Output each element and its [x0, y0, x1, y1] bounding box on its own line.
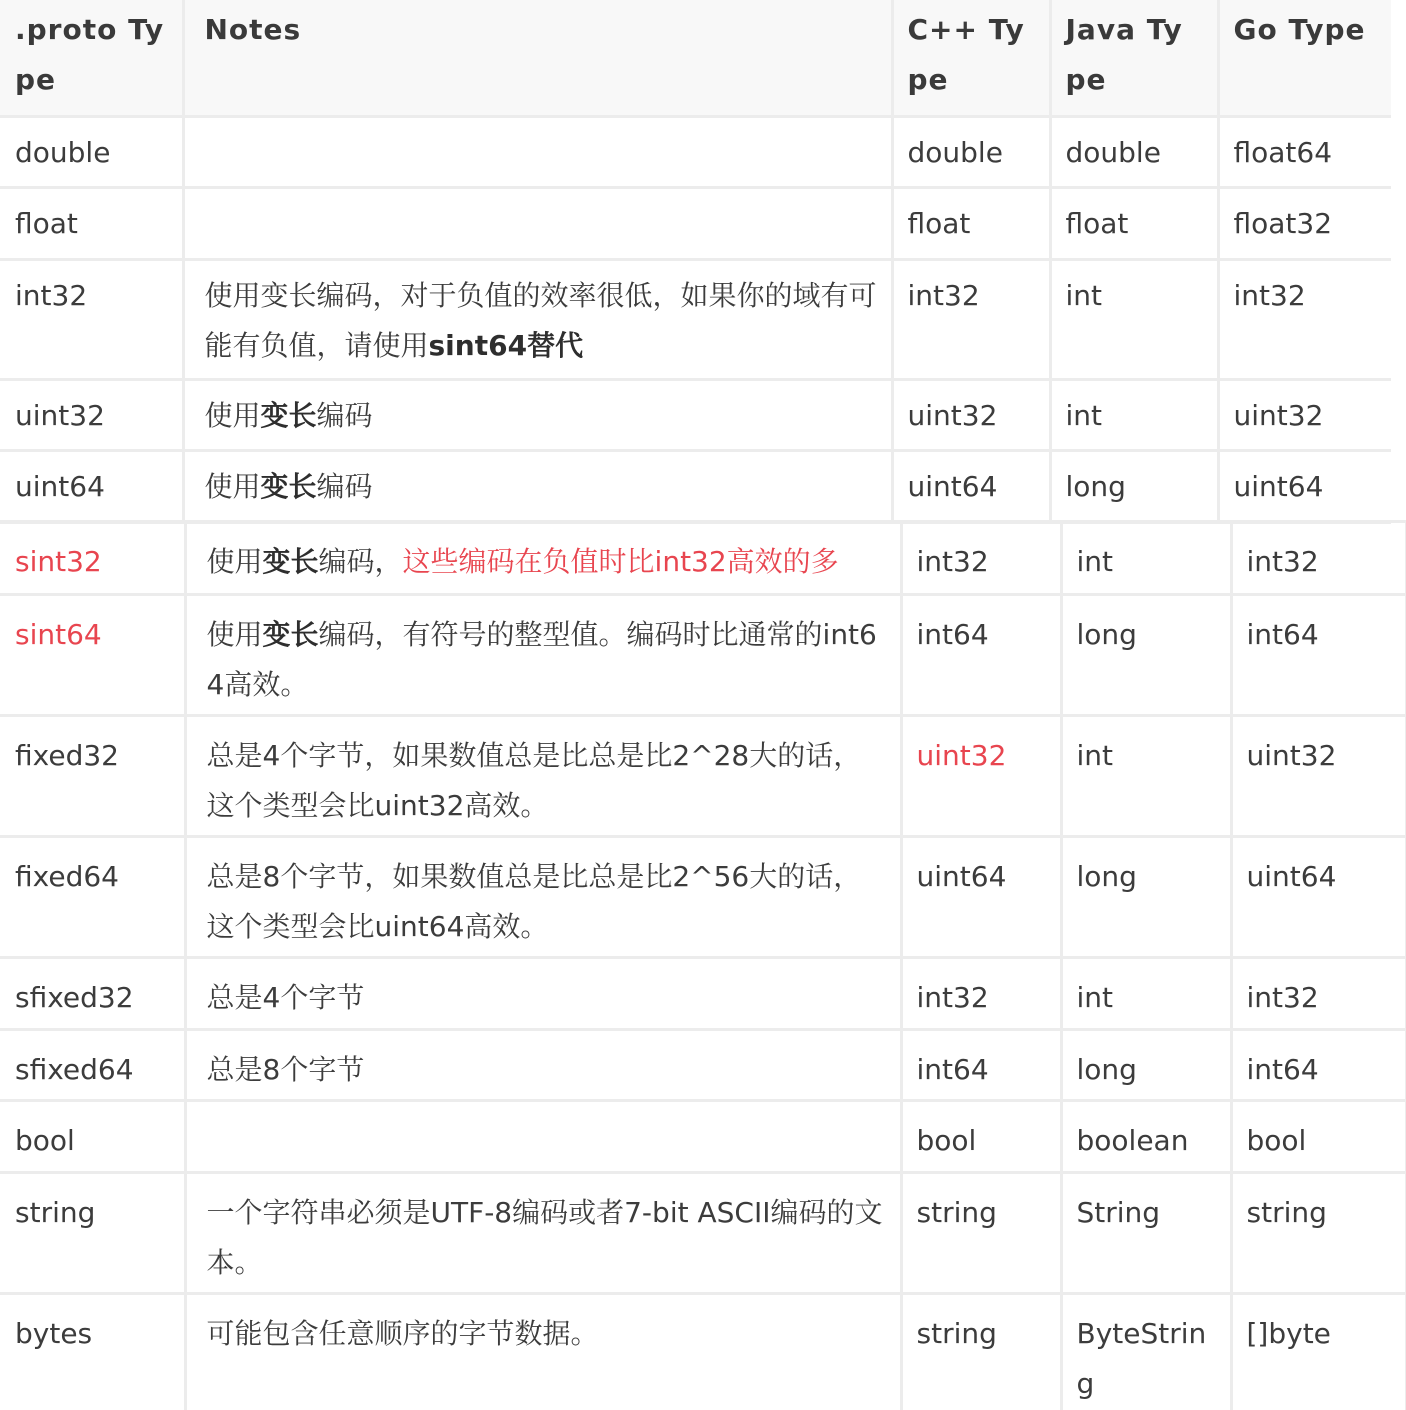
header-java-type: Java Type	[1050, 0, 1218, 117]
notes-cell: 总是4个字节	[185, 958, 901, 1030]
header-cpp-type: C++ Type	[892, 0, 1050, 117]
notes-text: 编码，	[318, 545, 403, 578]
notes-cell: 总是8个字节	[185, 1030, 901, 1101]
table-row	[0, 522, 1406, 595]
notes-cell: 一个字符串必须是UTF-8编码或者7-bit ASCII编码的文本。	[185, 1173, 901, 1294]
go-type-cell: int32	[1218, 260, 1391, 380]
notes-text: 编码	[316, 399, 373, 432]
go-type-cell: float64	[1218, 117, 1391, 188]
table-row	[0, 188, 1391, 260]
cpp-type-cell: bool	[901, 1101, 1061, 1173]
go-type-cell: bool	[1231, 1101, 1406, 1173]
proto-type-cell: fixed64	[0, 837, 185, 958]
table-row	[0, 1173, 1406, 1294]
notes-emphasis: 变长	[262, 545, 319, 578]
go-type-cell: string	[1231, 1173, 1406, 1294]
proto-type-cell: sfixed32	[0, 958, 185, 1030]
go-type-cell: uint64	[1231, 837, 1406, 958]
notes-text: 编码	[316, 470, 373, 503]
cpp-type-cell: uint64	[892, 451, 1050, 523]
proto-types-table-top	[0, 0, 1391, 524]
go-type-cell: []byte	[1231, 1294, 1406, 1410]
table-row	[0, 260, 1391, 380]
notes-emphasis: sint64替代	[428, 329, 584, 362]
proto-type-cell: fixed32	[0, 716, 185, 837]
go-type-cell: float32	[1218, 188, 1391, 260]
cpp-type-cell: uint32	[901, 716, 1061, 837]
table-row	[0, 595, 1406, 716]
table-row	[0, 1101, 1406, 1173]
go-type-cell: int64	[1231, 595, 1406, 716]
notes-text: 使用	[204, 399, 261, 432]
proto-types-table-bottom	[0, 520, 1406, 1410]
proto-type-cell: string	[0, 1173, 185, 1294]
proto-type-cell: int32	[0, 260, 183, 380]
java-type-cell: long	[1050, 451, 1218, 523]
notes-cell	[185, 595, 901, 716]
go-type-cell: uint32	[1231, 716, 1406, 837]
cpp-type-cell: string	[901, 1173, 1061, 1294]
java-type-cell: int	[1061, 716, 1231, 837]
header-proto-type: .proto Type	[0, 0, 183, 117]
java-type-cell: int	[1061, 958, 1231, 1030]
java-type-cell: long	[1061, 837, 1231, 958]
table-row	[0, 117, 1391, 188]
proto-type-cell: float	[0, 188, 183, 260]
notes-cell	[183, 117, 892, 188]
notes-emphasis: 变长	[262, 618, 319, 651]
proto-type-cell: bytes	[0, 1294, 185, 1410]
java-type-cell: double	[1050, 117, 1218, 188]
proto-type-cell: double	[0, 117, 183, 188]
java-type-cell: int	[1061, 522, 1231, 595]
cpp-type-cell: float	[892, 188, 1050, 260]
notes-cell	[185, 1101, 901, 1173]
cpp-type-cell: uint32	[892, 380, 1050, 451]
table-row	[0, 1294, 1406, 1410]
table-row	[0, 837, 1406, 958]
proto-type-cell: sfixed64	[0, 1030, 185, 1101]
cpp-type-cell: int32	[901, 522, 1061, 595]
notes-highlight: 这些编码在负值时比int32高效的多	[402, 545, 839, 578]
notes-cell: 总是8个字节，如果数值总是比总是比2^56大的话，这个类型会比uint64高效。	[185, 837, 901, 958]
notes-cell	[183, 380, 892, 451]
cpp-type-cell: int32	[901, 958, 1061, 1030]
go-type-cell: int32	[1231, 522, 1406, 595]
cpp-type-cell: uint64	[901, 837, 1061, 958]
notes-text: 使用	[204, 470, 261, 503]
notes-text: 编码，有符号的整型值。编码时比通常的int64高效。	[206, 618, 877, 701]
notes-text: 使用	[206, 545, 263, 578]
cpp-type-cell: int64	[901, 595, 1061, 716]
java-type-cell: boolean	[1061, 1101, 1231, 1173]
header-notes: Notes	[183, 0, 892, 117]
proto-type-cell: uint32	[0, 380, 183, 451]
notes-emphasis: 变长	[260, 470, 317, 503]
notes-cell: 可能包含任意顺序的字节数据。	[185, 1294, 901, 1410]
proto-type-cell: uint64	[0, 451, 183, 523]
header-row	[0, 0, 1391, 117]
table-row	[0, 1030, 1406, 1101]
java-type-cell: long	[1061, 1030, 1231, 1101]
header-go-type: Go Type	[1218, 0, 1391, 117]
notes-text: 使用变长编码，对于负值的效率很低，如果你的域有可能有负值，请使用	[204, 279, 877, 362]
notes-text: 使用	[206, 618, 263, 651]
go-type-cell: uint64	[1218, 451, 1391, 523]
cpp-type-cell: double	[892, 117, 1050, 188]
java-type-cell: ByteString	[1061, 1294, 1231, 1410]
cpp-type-cell: int32	[892, 260, 1050, 380]
notes-cell	[183, 260, 892, 380]
java-type-cell: float	[1050, 188, 1218, 260]
java-type-cell: int	[1050, 380, 1218, 451]
notes-cell: 总是4个字节，如果数值总是比总是比2^28大的话，这个类型会比uint32高效。	[185, 716, 901, 837]
cpp-type-cell: string	[901, 1294, 1061, 1410]
proto-type-cell: sint32	[0, 522, 185, 595]
proto-type-cell: bool	[0, 1101, 185, 1173]
proto-type-cell: sint64	[0, 595, 185, 716]
go-type-cell: int32	[1231, 958, 1406, 1030]
java-type-cell: long	[1061, 595, 1231, 716]
table-row	[0, 380, 1391, 451]
go-type-cell: int64	[1231, 1030, 1406, 1101]
java-type-cell: String	[1061, 1173, 1231, 1294]
table-row	[0, 451, 1391, 523]
java-type-cell: int	[1050, 260, 1218, 380]
table-row	[0, 958, 1406, 1030]
cpp-type-cell: int64	[901, 1030, 1061, 1101]
notes-cell	[183, 451, 892, 523]
table-row	[0, 716, 1406, 837]
notes-cell	[183, 188, 892, 260]
notes-emphasis: 变长	[260, 399, 317, 432]
go-type-cell: uint32	[1218, 380, 1391, 451]
notes-cell	[185, 522, 901, 595]
